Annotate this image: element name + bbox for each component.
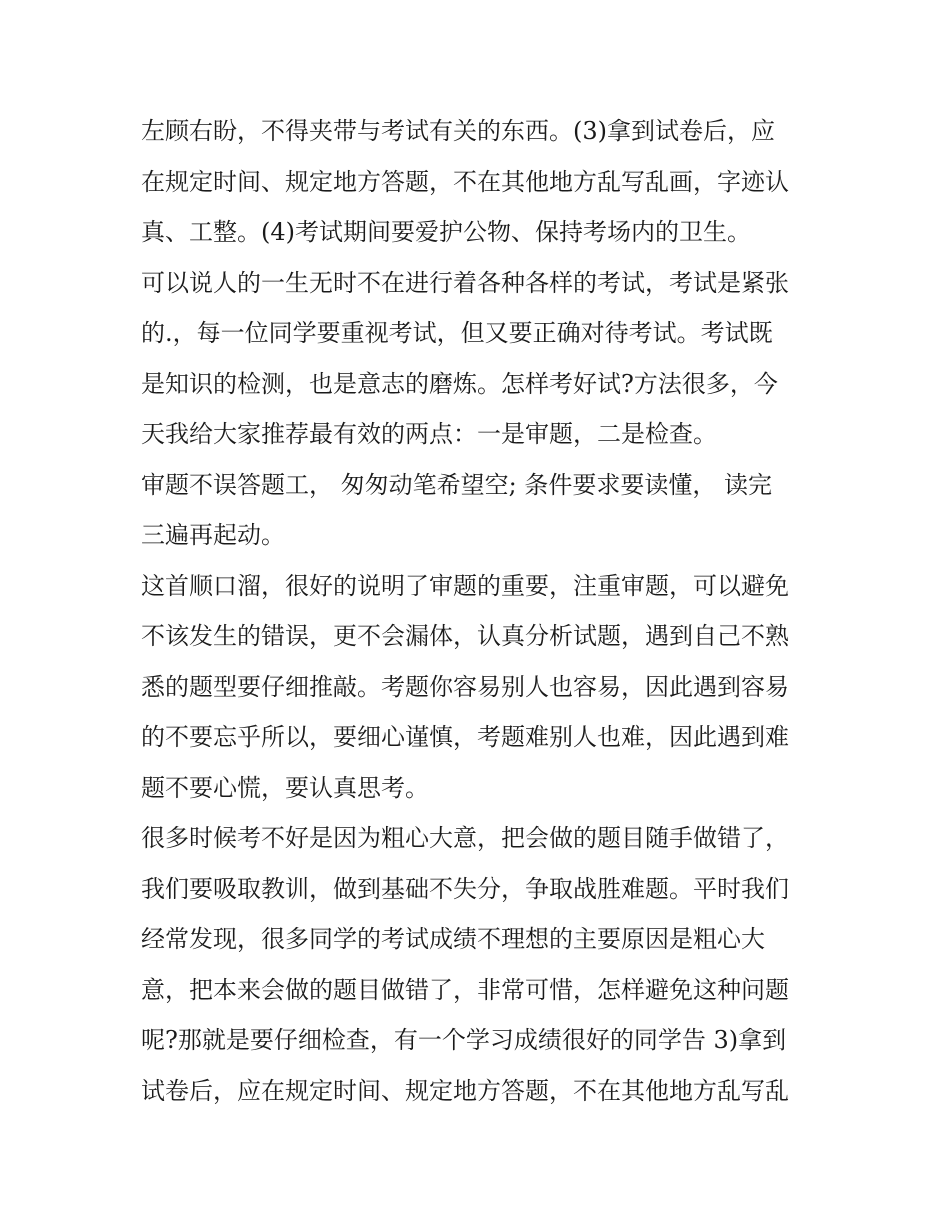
text-line: 意，把本来会做的题目做错了，非常可惜，怎样避免这种问题 — [141, 975, 789, 1004]
text-line: 不该发生的错误，更不会漏体，认真分析试题，遇到自己不熟 — [141, 622, 789, 650]
text-line: 呢?那就是要仔细检查，有一个学习成绩很好的同学告 3)拿到 — [141, 1026, 787, 1054]
paragraph-exam-rules — [141, 106, 821, 258]
text-line: 是知识的检测，也是意志的磨炼。怎样考好试?方法很多，今 — [141, 369, 778, 398]
text-line: 左顾右盼，不得夹带与考试有关的东西。(3)拿到试卷后，应 — [141, 117, 775, 145]
text-line: 真、工整。(4)考试期间要爱护公物、保持考场内的卫生。 — [141, 218, 751, 246]
text-line: 天我给大家推荐最有效的两点：一是审题，二是检查。 — [141, 420, 717, 448]
text-line: 我们要吸取教训，做到基础不失分，争取战胜难题。平时我们 — [141, 874, 789, 903]
text-line: 在规定时间、规定地方答题，不在其他地方乱写乱画，字迹认 — [141, 167, 789, 196]
text-line: 很多时候考不好是因为粗心大意，把会做的题目随手做错了， — [141, 824, 789, 852]
paragraph-rhyme — [141, 460, 821, 561]
paragraph-carelessness — [141, 813, 821, 1116]
text-line: 试卷后，应在规定时间、规定地方答题，不在其他地方乱写乱 — [141, 1076, 789, 1105]
text-line: 的不要忘乎所以，要细心谨慎，考题难别人也难，因此遇到难 — [141, 723, 789, 751]
paragraph-exam-attitude — [141, 258, 821, 460]
text-line: 审题不误答题工， 匆匆动笔希望空; 条件要求要读懂， 读完 — [141, 470, 772, 499]
document-body — [141, 106, 821, 1116]
text-line: 的.，每一位同学要重视考试，但又要正确对待考试。考试既 — [141, 319, 773, 347]
text-line: 这首顺口溜，很好的说明了审题的重要，注重审题，可以避免 — [141, 571, 789, 600]
text-line: 经常发现，很多同学的考试成绩不理想的主要原因是粗心大 — [141, 925, 765, 953]
text-line: 三遍再起动。 — [141, 521, 285, 549]
text-line: 悉的题型要仔细推敲。考题你容易别人也容易，因此遇到容易 — [141, 672, 789, 701]
text-line: 题不要心慌，要认真思考。 — [141, 773, 429, 802]
text-line: 可以说人的一生无时不在进行着各种各样的考试，考试是紧张 — [141, 268, 789, 297]
paragraph-reading-questions — [141, 561, 821, 814]
